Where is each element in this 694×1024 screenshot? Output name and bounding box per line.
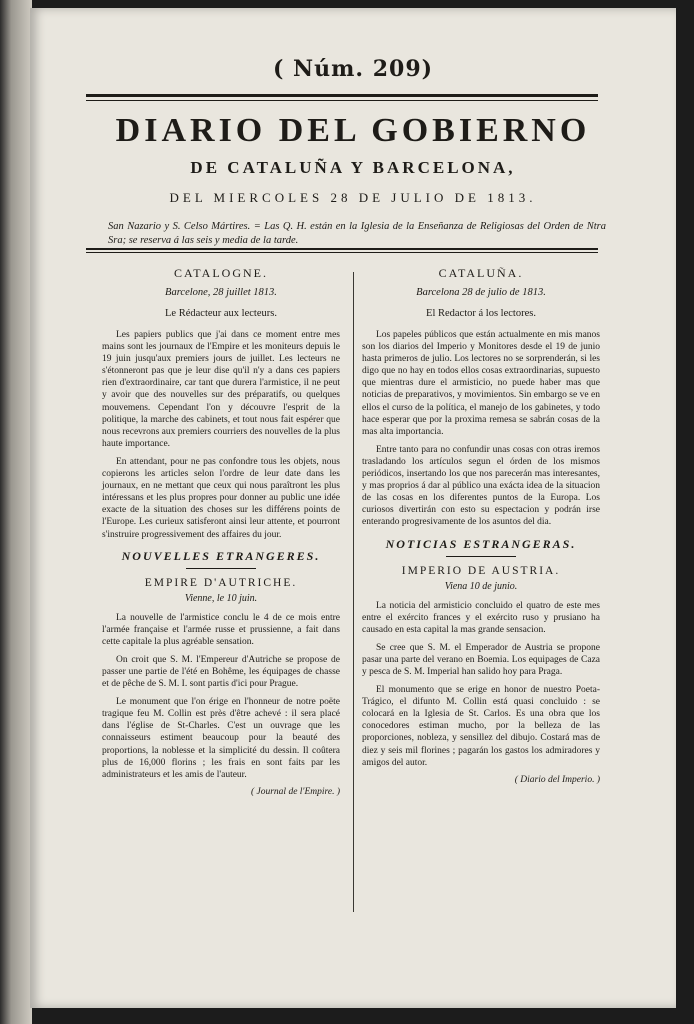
news-paragraph: La noticia del armisticio concluido el quatro de este mes entre el exército frances y el exército ruso y prusiano ha causado en esta capital la mas grande sensacion. xyxy=(362,600,600,635)
city-dateline: Viena 10 de junio. xyxy=(444,580,518,592)
section-title: CATALOGNE. xyxy=(173,266,269,280)
section-rule xyxy=(186,568,256,569)
book-spine-edge xyxy=(0,0,32,1024)
issue-number: ( Núm. 209) xyxy=(272,56,434,82)
news-source: ( Diario del Imperio. ) xyxy=(514,774,600,785)
country-heading: IMPERIO DE AUSTRIA. xyxy=(401,564,561,577)
news-paragraph: Se cree que S. M. el Emperador de Austria se propone pasar una parte del verano en Boemia. Los equipages de Caza y pesca de S. M. Imperial han salido hoy para Praga. xyxy=(362,642,600,677)
city-dateline: Vienne, le 10 juin. xyxy=(184,592,258,604)
foreign-news-title: NOTICIAS ESTRANGERAS. xyxy=(385,536,577,551)
issue-date-line: DEL MIERCOLES 28 DE JULIO DE 1813. xyxy=(169,190,537,205)
section-title: CATALUÑA. xyxy=(438,266,524,280)
article-paragraph: Les papiers publics que j'ai dans ce moment entre mes mains sont les journaux de l'Empire et les moniteurs depuis le 19 juin jusqu'aux premiers jours de juillet. Les lecteurs ne s'étonneront pas que je leur dise qu'il n'y a dans ces papiers rien d'extraordinaire, car tant que durera l'armistice, il ne peut y avoir que des nouvelles sur des préparatifs, ou quelques mouvemens. Cependant l'on y découvre l'esprit de la politique, la marche des cabinets, et tout nous fait espérer que nous recevrons aux premiers courriers des nouvelles de la plus haute importance. xyxy=(102,330,340,449)
news-paragraph: El monumento que se erige en honor de nuestro Poeta-Trágico, el difunto M. Collin está quasi concluido : se colocará en la Iglesia de St. Carlos. Es una obra que los conocedores estiman mucho, por la belleza de las proporciones, nobleza, y sensillez del dibujo. Costará mas de diez y seis mil florines ; pagarán los gastos los admiradores y amigos del autor. xyxy=(362,685,600,768)
masthead-rule-top xyxy=(86,94,598,97)
article-paragraph: En attendant, pour ne pas confondre tous les objets, nous copierons les articles selon l'ordre de leur date dans les journaux, en ne mettant que ceux qui nous paraîtront les plus intéressans et les plus propres pour donner au public une idée exacte de la situation des choses sur les différens points de l'Europe. Les curieux satisferont ainsi leur attente, et pourront s'instruire progressivement des affaires du jour. xyxy=(102,456,340,540)
column-divider xyxy=(353,272,354,912)
news-paragraph: On croit que S. M. l'Empereur d'Autriche se propose de passer une partie de l'été en Bohême, les équipages de chasse et de pêche de S. M. I. sont partis d'ici pour Prague. xyxy=(102,654,340,690)
article-heading: El Redactor á los lectores. xyxy=(426,308,536,319)
french-column xyxy=(102,266,340,797)
masthead-subtitle: DE CATALUÑA Y BARCELONA, xyxy=(190,158,516,177)
newspaper-page xyxy=(30,8,676,1008)
article-heading: Le Rédacteur aux lecteurs. xyxy=(165,308,277,319)
article-paragraph: Los papeles públicos que están actualmente en mis manos son los diarios del Imperio y Monitores desde el 19 de junio hasta primeros de julio. Los lectores no se sorprenderán, si les digo que no hay en todos ellos cosas extraordinarias, supuesto que mientras dure el armisticio, no puede haber mas que noticias de preparativos, y movimientos. Sin embargo se ve en ellos el curso de la política, el manejo de los gabinetes, y todo hace esperar que por la proxima remesa se sabrán cosas de la mas alta importancia. xyxy=(362,330,600,437)
news-paragraph: La nouvelle de l'armistice conclu le 4 de ce mois entre l'armée française et l'armée russe et prussienne, a fait dans cette capitale la plus agréable sensation. xyxy=(102,612,340,647)
section-rule xyxy=(446,556,516,557)
news-source: ( Journal de l'Empire. ) xyxy=(250,786,340,797)
section-dateline: Barcelona 28 de julio de 1813. xyxy=(416,287,546,298)
masthead-title: DIARIO DEL GOBIERNO xyxy=(115,112,591,149)
spanish-column xyxy=(362,266,600,785)
header-rule-bottom-thin xyxy=(86,252,598,253)
masthead-rule-top-thin xyxy=(86,100,598,101)
country-heading: EMPIRE D'AUTRICHE. xyxy=(144,576,298,589)
foreign-news-title: NOUVELLES ETRANGERES. xyxy=(121,548,321,563)
article-paragraph: Entre tanto para no confundir unas cosas con otras iremos trasladando los artículos segun el órden de los mismos periódicos, insertando los que nos parecerán mas interesantes, y mas proprios á dar al público una exácta idea de la situacion de las cosas en los diferentes puntos de la Europa. Los curiosos divertirán con esto su espectacion y podrán irse enterando progresivamente de los asuntos del dia. xyxy=(362,444,600,528)
header-rule-bottom xyxy=(86,248,598,250)
section-dateline: Barcelone, 28 juillet 1813. xyxy=(165,287,277,298)
news-paragraph: Le monument que l'on érige en l'honneur de notre poëte tragique feu M. Collin est près d'être achevé : il sera placé dans l'église de St-Charles. C'est un ouvrage que les connaisseurs estiment beaucoup pour la beauté des proportions, la noblesse et la simplicité du dessin. Il coûtera plus de 16,000 florins ; les frais en sont faits par les administrateurs et les amis de l'auteur. xyxy=(102,697,340,780)
saints-notice: San Nazario y S. Celso Mártires. = Las Q. H. están en la Iglesia de la Enseñanza de Religiosas del Orden de Ntra Sra; se reserva á las seis y media de la tarde. xyxy=(108,221,606,246)
